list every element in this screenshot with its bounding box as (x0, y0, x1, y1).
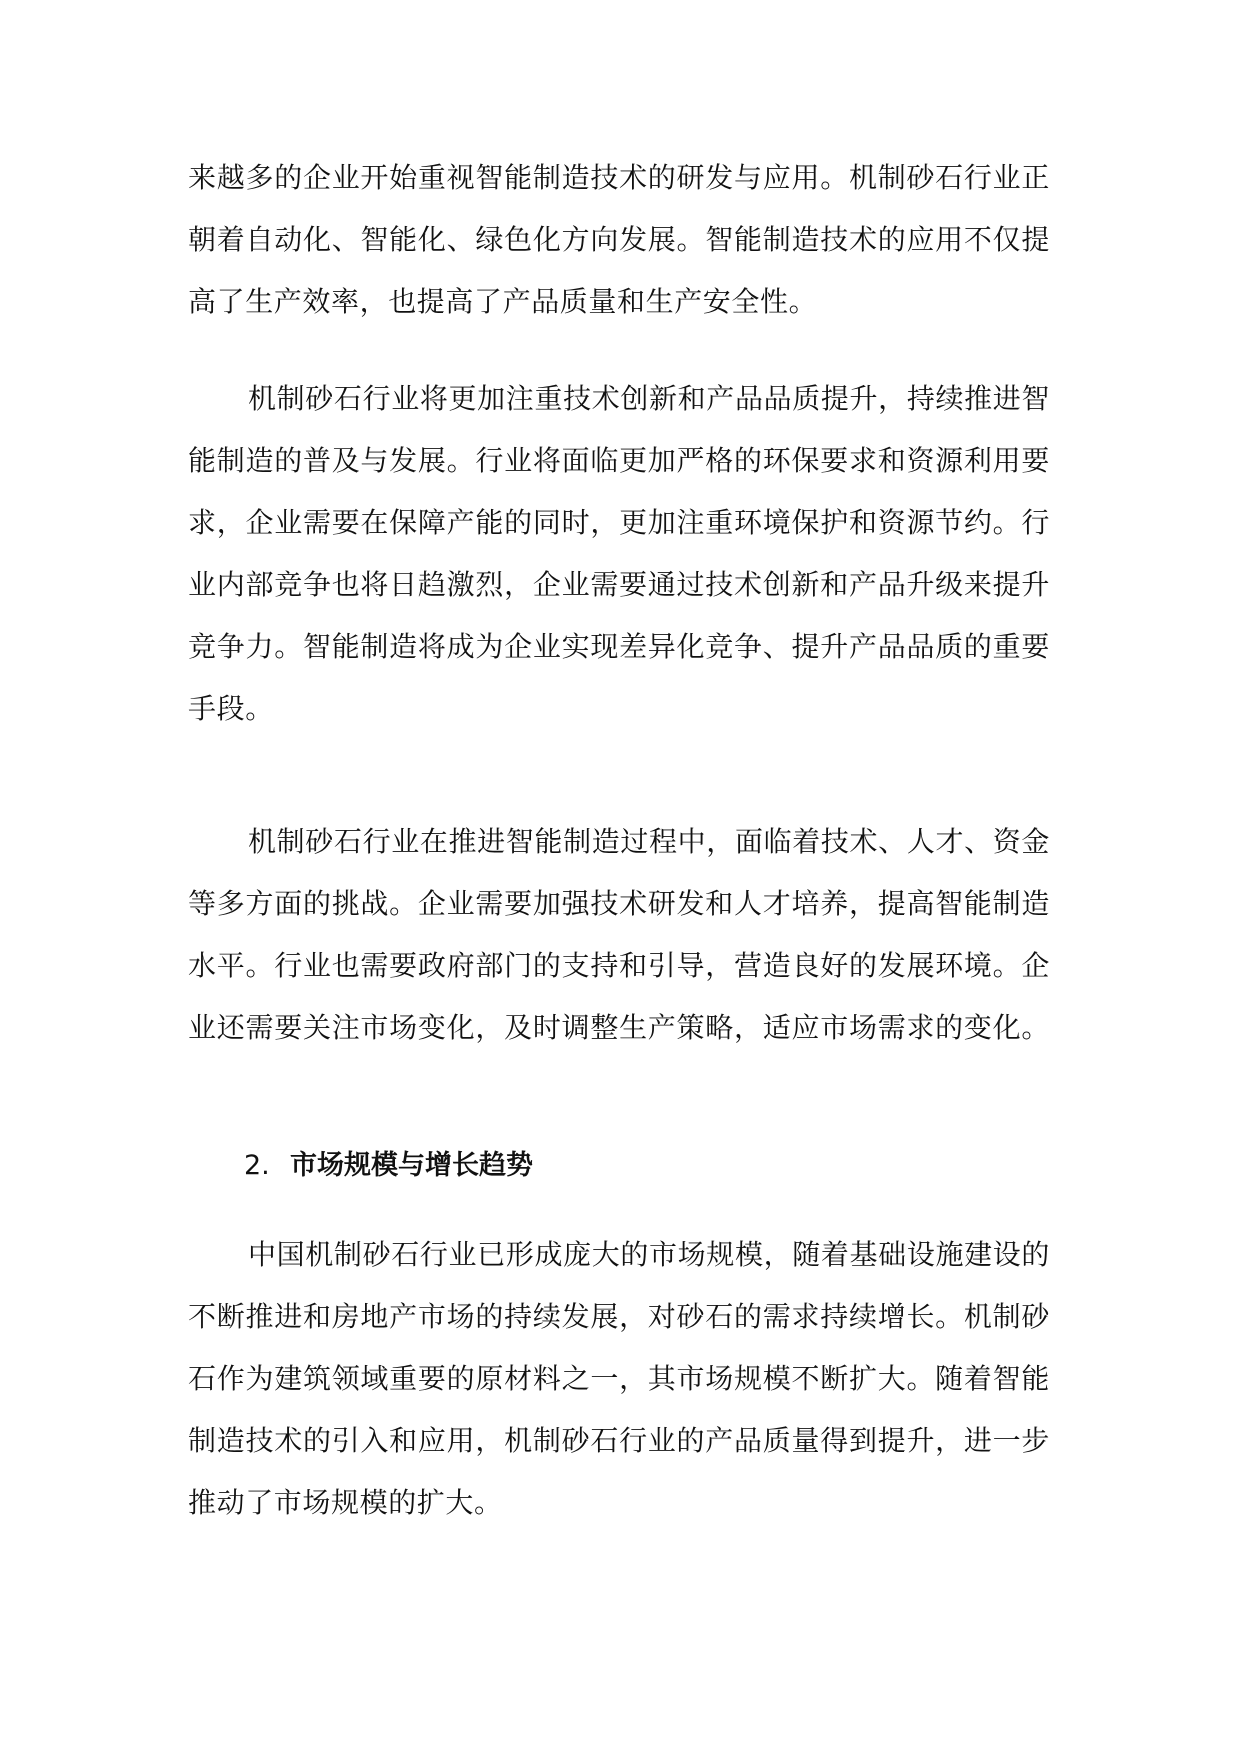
paragraph-line: 手段。 (188, 692, 274, 725)
paragraph-line: 中国机制砂石行业已形成庞大的市场规模，随着基础设施建设的 (248, 1238, 1050, 1271)
paragraph-line: 朝着自动化、智能化、绿色化方向发展。智能制造技术的应用不仅提 (188, 223, 1050, 256)
paragraph-line: 推动了市场规模的扩大。 (188, 1486, 503, 1519)
paragraph-line: 高了生产效率，也提高了产品质量和生产安全性。 (188, 285, 818, 318)
paragraph-line: 来越多的企业开始重视智能制造技术的研发与应用。机制砂石行业正 (188, 161, 1050, 194)
paragraph-line: 业还需要关注市场变化，及时调整生产策略，适应市场需求的变化。 (188, 1011, 1050, 1044)
section-number: 2. (244, 1150, 270, 1181)
section-heading (244, 1148, 533, 1184)
paragraph-line: 石作为建筑领域重要的原材料之一，其市场规模不断扩大。随着智能 (188, 1362, 1050, 1395)
paragraph-line: 制造技术的引入和应用，机制砂石行业的产品质量得到提升，进一步 (188, 1424, 1050, 1457)
paragraph-line: 业内部竞争也将日趋激烈，企业需要通过技术创新和产品升级来提升 (188, 568, 1050, 601)
section-title: 市场规模与增长趋势 (290, 1150, 533, 1181)
paragraph-line: 能制造的普及与发展。行业将面临更加严格的环保要求和资源利用要 (188, 444, 1050, 477)
paragraph-line: 水平。行业也需要政府部门的支持和引导，营造良好的发展环境。企 (188, 949, 1050, 982)
paragraph-line: 求，企业需要在保障产能的同时，更加注重环境保护和资源节约。行 (188, 506, 1050, 539)
paragraph-line: 不断推进和房地产市场的持续发展，对砂石的需求持续增长。机制砂 (188, 1300, 1050, 1333)
paragraph-line: 机制砂石行业在推进智能制造过程中，面临着技术、人才、资金 (248, 825, 1050, 858)
paragraph-line: 等多方面的挑战。企业需要加强技术研发和人才培养，提高智能制造 (188, 887, 1050, 920)
paragraph-line: 竞争力。智能制造将成为企业实现差异化竞争、提升产品品质的重要 (188, 630, 1050, 663)
paragraph-line: 机制砂石行业将更加注重技术创新和产品品质提升，持续推进智 (248, 382, 1050, 415)
